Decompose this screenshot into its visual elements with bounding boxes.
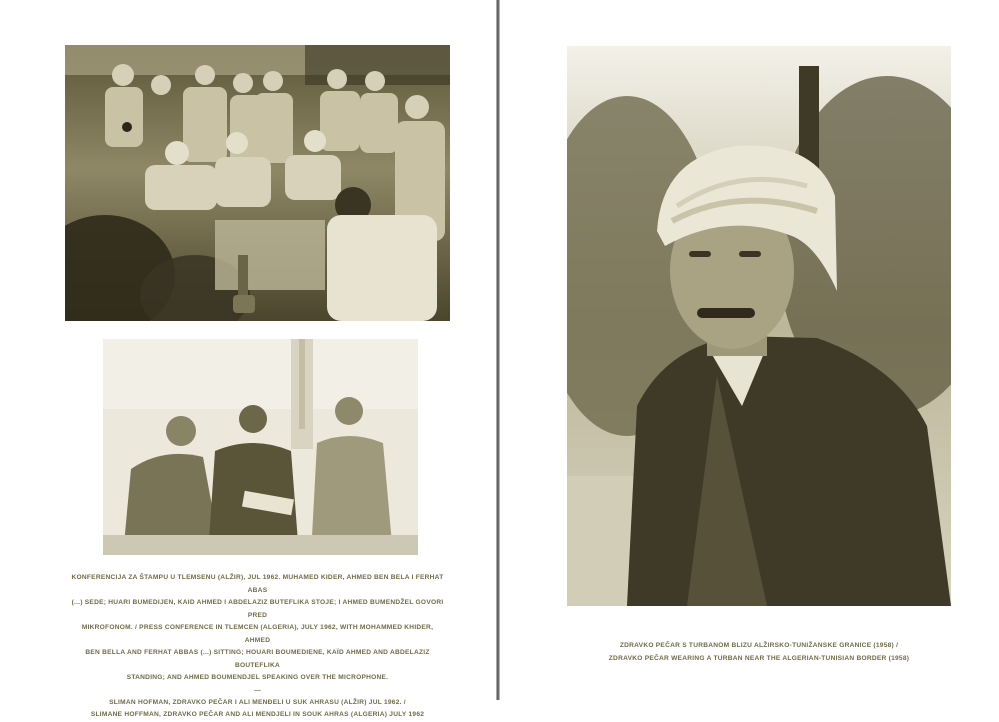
caption-line: ZDRAVKO PEČAR WEARING A TURBAN NEAR THE ALGERIAN-TUNISIAN BORDER (1958) [608, 654, 910, 662]
caption-line: SLIMANE HOFFMAN, ZDRAVKO PEČAR AND ALI MENDJELI IN SOUK AHRAS (ALGERIA) JULY 1962 [90, 711, 425, 718]
caption-line: KONFERENCIJA ZA ŠTAMPU U TLEMSENU (ALŽIR), JUL 1962. MUHAMED KIDER, AHMED BEN BELA I FERHAT ABAS [71, 574, 444, 594]
left-caption [70, 572, 445, 722]
turban-portrait-illustration [567, 46, 951, 606]
caption-separator: — [254, 686, 261, 694]
caption-line: ZDRAVKO PEČAR S TURBANOM BLIZU ALŽIRSKO-TUNIŽANSKE GRANICE (1958) / [619, 642, 899, 649]
turban-portrait-photo [567, 46, 951, 606]
caption-line: MIKROFONOM. / PRESS CONFERENCE IN TLEMCEN (ALGERIA), JULY 1962, WITH MOHAMMED KHIDER, AHMED [81, 624, 434, 644]
caption-line: (...) SEDE; HUARI BUMEDIJEN, KAID AHMED I ABDELAZIZ BUTEFLIKA STOJE; I AHMED BUMENDŽEL GOVORI PRED [71, 599, 444, 619]
right-caption [560, 640, 958, 665]
caption-line: STANDING; AND AHMED BOUMENDJEL SPEAKING OVER THE MICROPHONE. [126, 674, 389, 681]
caption-line: BEN BELLA AND FERHAT ABBAS (...) SITTING; HOUARI BOUMEDIENE, KAÏD AHMED AND ABDELAZIZ BOUTEFLIKA [85, 649, 430, 669]
three-men-illustration [103, 339, 418, 555]
three-men-photo [103, 339, 418, 555]
press-conference-illustration [65, 45, 450, 321]
press-conference-photo [65, 45, 450, 321]
caption-line: SLIMAN HOFMAN, ZDRAVKO PEČAR I ALI MENĐELI U SUK AHRASU (ALŽIR) JUL 1962. / [109, 698, 406, 706]
